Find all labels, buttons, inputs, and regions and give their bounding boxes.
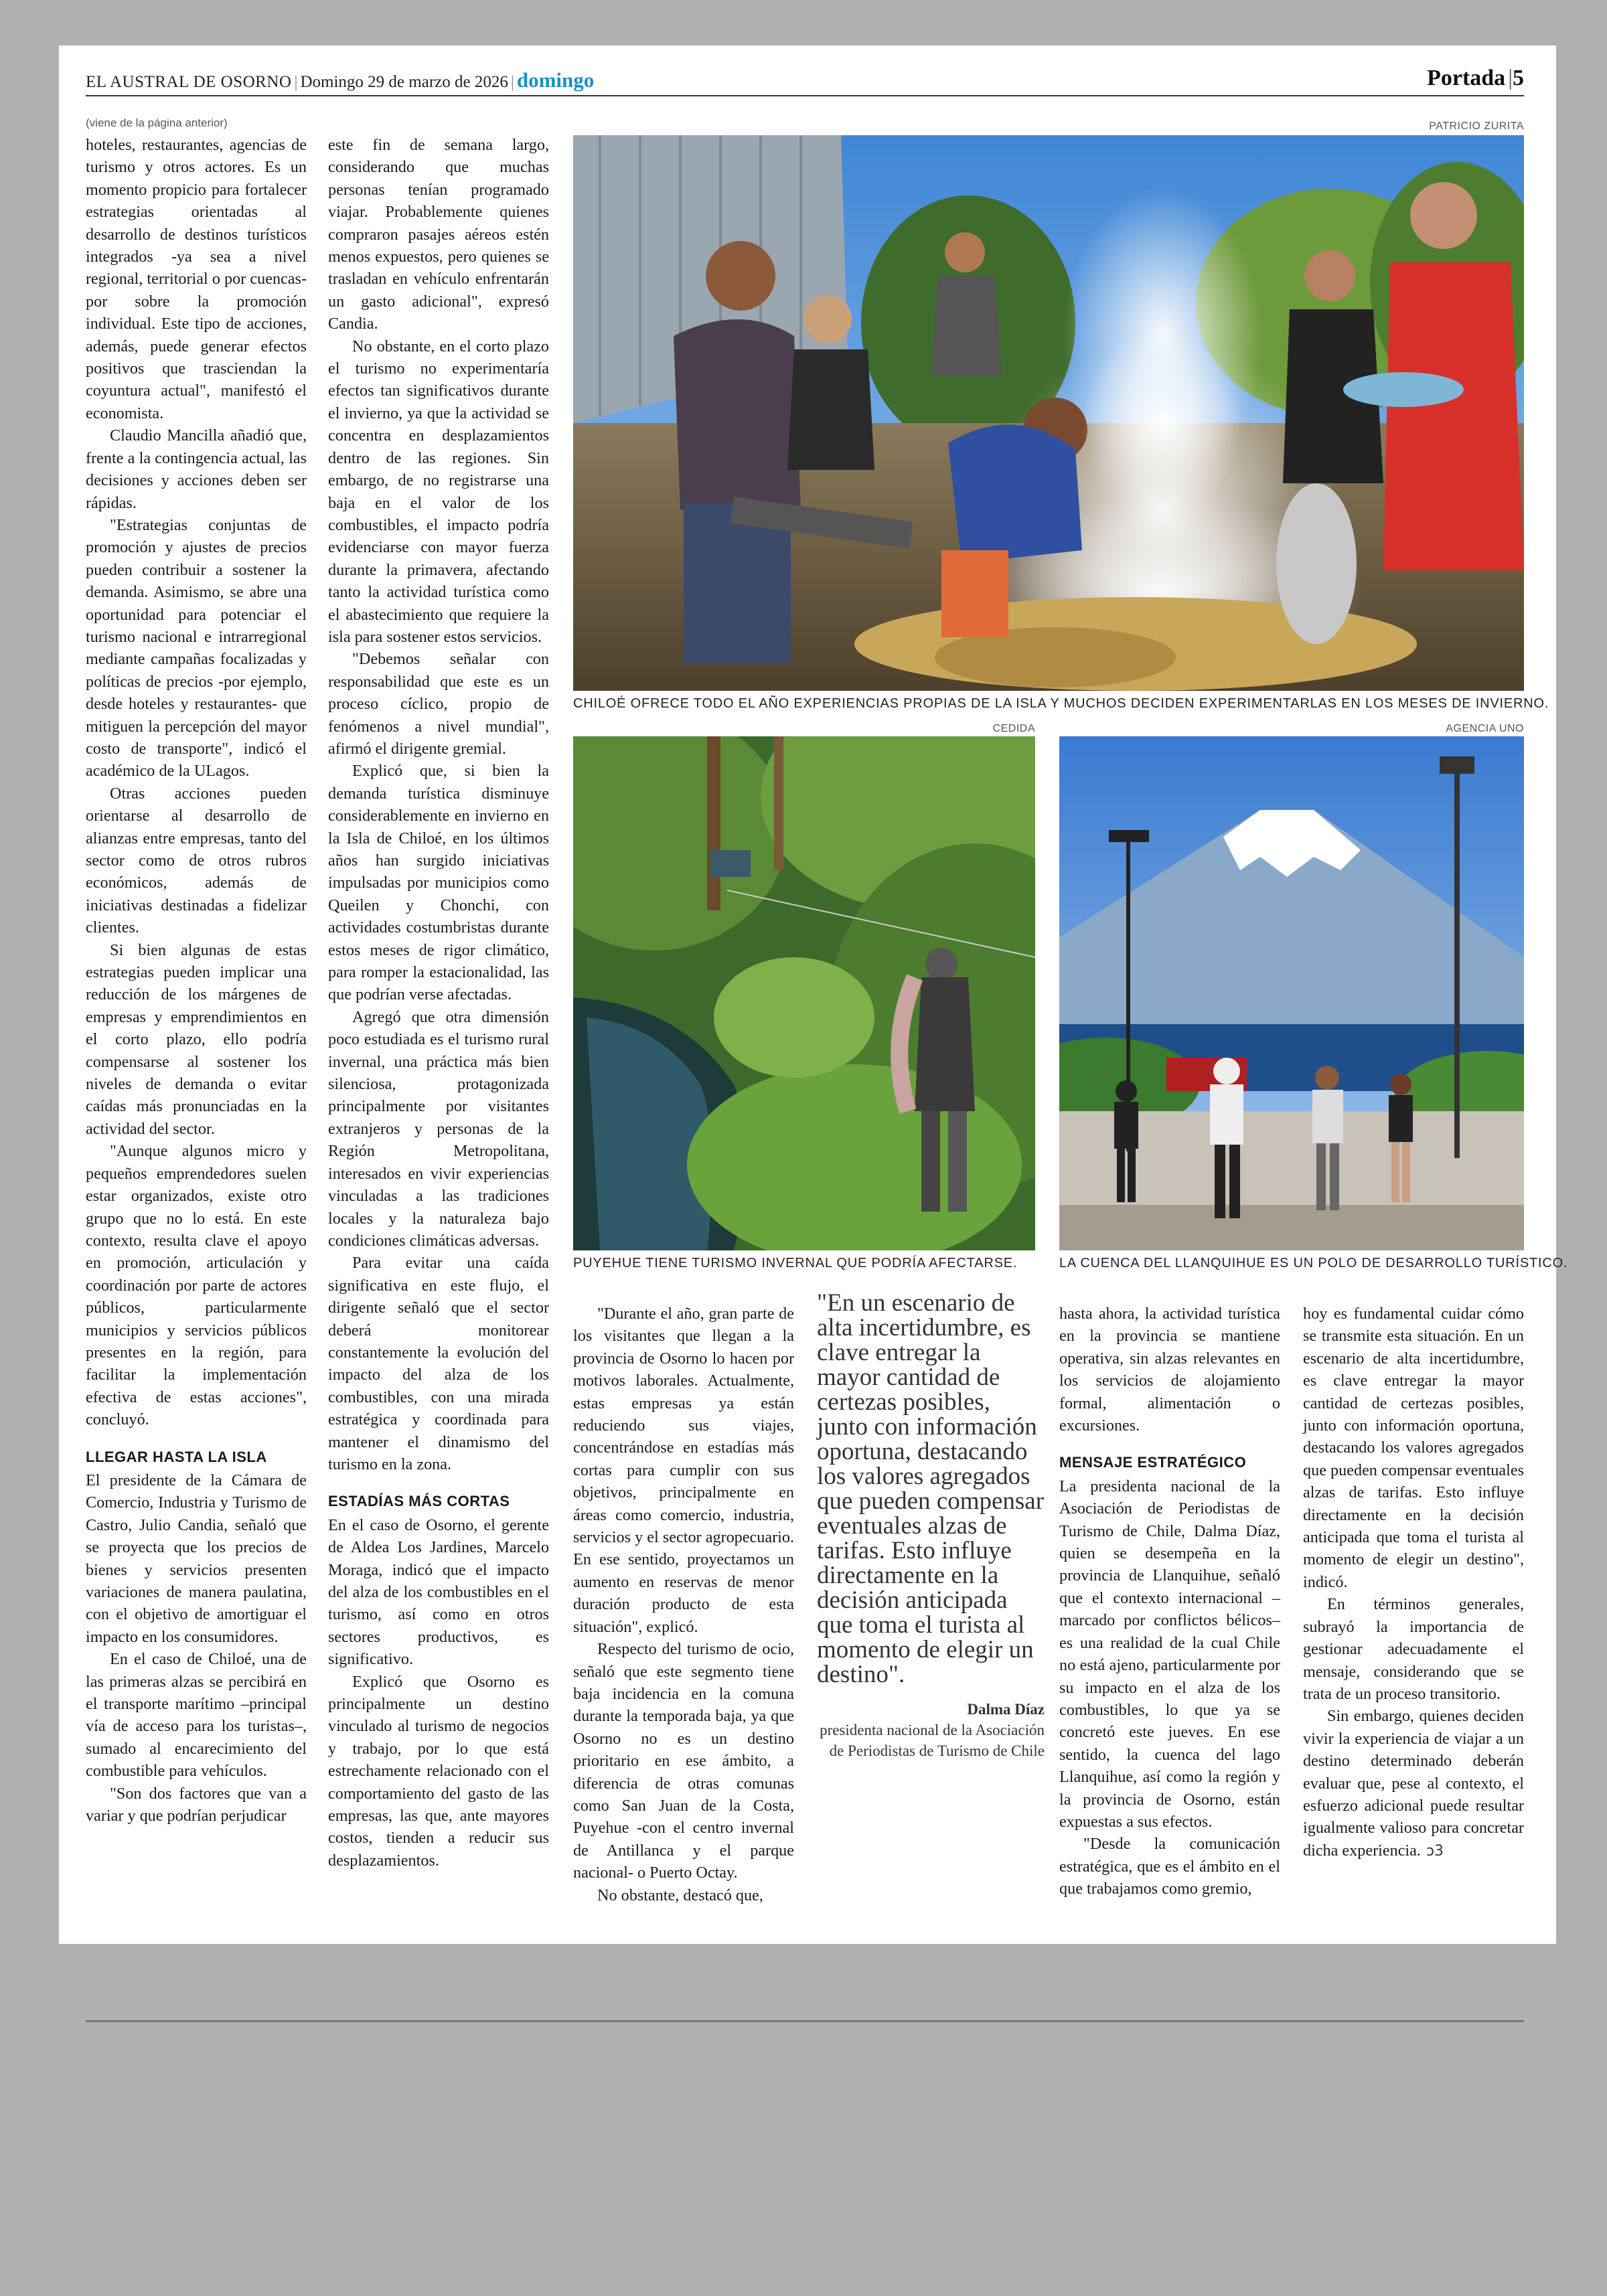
subheading-estadias-mas-cortas: ESTADÍAS MÁS CORTAS	[328, 1493, 510, 1510]
subheading-mensaje-estrategico: MENSAJE ESTRATÉGICO	[1059, 1454, 1247, 1471]
section-brand: domingo	[516, 68, 595, 92]
photo-credit-right: AGENCIA UNO	[1446, 723, 1524, 734]
article-column-4	[1059, 1303, 1280, 1900]
section-name: Portada	[1427, 66, 1506, 90]
header-left: EL AUSTRAL DE OSORNO | Domingo 29 de marzo de 2026 | domingo	[86, 68, 595, 92]
col1-paragraph: hoteles, restaurantes, agencias de turismo y otros actores. Es un momento propicio para fortalecer estrategias orientadas al desarrollo de destinos turísticos integrados -ya sea a nivel regional, territorial o por cuencas- por sobre la promoción individual. Este tipo de acciones, además, puede generar efectos positivos que trasciendan la coyuntura actual", manifestó el economista.	[86, 136, 307, 422]
col2-paragraph: No obstante, en el corto plazo el turismo no experimentaría efectos tan significativos durante el invierno, ya que la actividad se concentra en desplazamientos dentro de las regiones. Sin embargo, de no registrarse una baja en el valor de los combustibles, el impacto podría evidenciarse con mayor fuerza durante la primavera, afectando tanto la actividad turística como el abastecimiento que requiere la isla para sostener estos servicios.	[328, 337, 549, 646]
col2-paragraph: Explicó que, si bien la demanda turística disminuye considerablemente en invierno en la Isla de Chiloé, en los últimos años han surgido iniciativas impulsadas por municipios como Queilen y Chonchi, con actividades costumbristas durante estos meses de rigor climático, para romper la estacionalidad, las que podrían verse afectadas.	[328, 762, 549, 1004]
col1-paragraph: Si bien algunas de estas estrategias pueden implicar una reducción de los márgenes de empresas y emprendimientos en el corto plazo, ello podría compensarse al sostener los niveles de demanda o evitar caídas más pronunciadas en la actividad del sector.	[86, 940, 307, 1138]
col5-paragraph: hoy es fundamental cuidar cómo se transmite esta situación. En un escenario de alta incertidumbre, es clave entregar la mayor cantidad de certezas posibles, junto con información oportuna, destacando los valores agregados que pueden compensar eventuales alzas de tarifas. Esto influye directamente en la decisión anticipada que toma el turista al momento de elegir un destino", indicó.	[1303, 1305, 1524, 1591]
newspaper-page	[59, 46, 1568, 1944]
photo-credit-top: PATRICIO ZURITA	[1429, 120, 1524, 132]
col1-paragraph: "Son dos factores que van a variar y que podrían perjudicar	[86, 1784, 307, 1825]
footer-rule	[86, 2020, 1524, 2022]
col4-paragraph: La presidenta nacional de la Asociación de Periodistas de Turismo de Chile, Dalma Díaz, quien se desempeña en la provincia de Llanquihue, señaló que el contexto internacional –marcado por conflictos bélicos– es una realidad de la cual Chile no está ajeno, particularmente por su impacto en el alza de los combustibles, lo que ya se concretó este jueves. En ese sentido, la cuenca del lago Llanquihue, así como la región y la provincia de Osorno, están expuestas a sus efectos.	[1059, 1477, 1280, 1831]
caption-photo-left: PUYEHUE TIENE TURISMO INVERNAL QUE PODRÍA AFECTARSE.	[573, 1256, 1018, 1270]
col5-paragraph: Sin embargo, quienes deciden vivir la experiencia de viajar a un destino determinado deberán evaluar que, pese al contexto, el esfuerzo adicional puede resultar igualmente valioso para concretar dicha experiencia.	[1303, 1707, 1524, 1860]
col3-paragraph: Respecto del turismo de ocio, señaló que este segmento tiene baja incidencia en la comuna durante la temporada baja, ya que Osorno no es un destino prioritario en ese ámbito, a diferencia de otras comunas como San Juan de la Costa, Puyehue -con el centro invernal de Antillanca y el parque nacional- o Puerto Octay.	[573, 1640, 794, 1882]
photo-curanto-image	[573, 135, 1524, 691]
page-number: 5	[1513, 66, 1524, 90]
col3-paragraph: "Durante el año, gran parte de los visitantes que llegan a la provincia de Osorno lo hacen por motivos laborales. Actualmente, estas empresas ya están reduciendo sus viajes, concentrándose en estadías más cortas para cumplir con sus objetivos, principalmente en áreas como comercio, industria, servicios y el sector agropecuario. En ese sentido, proyectamos un aumento en reservas de menor duración producto de esta situación", explicó.	[573, 1305, 794, 1636]
article-column-2	[328, 134, 549, 1872]
quote-author-name: Dalma Díaz	[967, 1701, 1045, 1718]
col2-paragraph: "Debemos señalar con responsabilidad que este es un proceso cíclico, propio de fenómenos a nivel mundial", afirmó el dirigente gremial.	[328, 650, 549, 758]
header-date: Domingo 29 de marzo de 2026	[300, 73, 508, 91]
col1-paragraph: Otras acciones pueden orientarse al desarrollo de alianzas entre empresas, tanto del sector como de otros rubros económicos, además de iniciativas destinadas a fidelizar clientes.	[86, 784, 307, 937]
col2-paragraph: Explicó que Osorno es principalmente un destino vinculado al turismo de negocios y trabajo, por lo que está estrechamente relacionado con el comportamiento del gasto de las empresas, las que, ante mayores costos, tienden a reducir sus desplazamientos.	[328, 1672, 549, 1870]
end-of-article-icon: ↄ3	[1426, 1842, 1444, 1860]
pull-quote-attribution	[817, 1699, 1045, 1761]
subheading-llegar-hasta-la-isla: LLEGAR HASTA LA ISLA	[86, 1448, 267, 1465]
col1-paragraph: "Aunque algunos micro y pequeños emprendedores suelen estar organizados, existe otro grupo que no lo está. En este contexto, resulta clave el apoyo en promoción, articulación y coordinación por parte de actores públicos, particularmente municipios y servicios públicos presentes en la región, para facilitar la implementación efectiva de estas acciones", concluyó.	[86, 1142, 307, 1429]
quote-author-role: presidenta nacional de la Asociación de Periodistas de Turismo de Chile	[820, 1722, 1045, 1759]
caption-photo-top: CHILOÉ OFRECE TODO EL AÑO EXPERIENCIAS PROPIAS DE LA ISLA Y MUCHOS DECIDEN EXPERIMENTARLAS EN LOS MESES DE INVIERNO.	[573, 696, 1549, 711]
continued-note: (viene de la página anterior)	[86, 116, 228, 129]
article-column-3	[573, 1303, 794, 1906]
col2-paragraph: En el caso de Osorno, el gerente de Aldea Los Jardines, Marcelo Moraga, indicó que el impacto del alza de los combustibles en el turismo, así como en otros sectores productivos, es significativo.	[328, 1515, 549, 1669]
col2-paragraph: este fin de semana largo, considerando que muchas personas tenían programado viajar. Probablemente quienes compraron pasajes aéreos estén menos expuestos, pero quienes se trasladan en vehículo enfrentarán un gasto adicional", expresó Candia.	[328, 136, 549, 333]
photo-volcano-image	[1059, 736, 1524, 1250]
col1-paragraph: Claudio Mancilla añadió que, frente a la contingencia actual, las decisiones y acciones deben ser rápidas.	[86, 426, 307, 512]
article-column-1	[86, 134, 307, 1827]
col2-paragraph: Agregó que otra dimensión poco estudiada es el turismo rural invernal, una práctica más bien silenciosa, protagonizada principalmente por visitantes extranjeros y personas de la Región Metropolitana, interesados en vivir experiencias vinculadas a las tradiciones locales y la naturaleza bajo condiciones climáticas adversas.	[328, 1007, 549, 1250]
col2-paragraph: Para evitar una caída significativa en este flujo, el dirigente señaló que el sector deberá monitorear constantemente la evolución del impacto del alza de los combustibles, con una mirada estratégica y coordinada para mantener el dinamismo del turismo en la zona.	[328, 1254, 549, 1473]
col3-paragraph: No obstante, destacó que,	[597, 1886, 763, 1904]
page-header	[86, 66, 1524, 96]
photo-zipline-image	[573, 736, 1035, 1250]
header-right: Portada |5	[1427, 66, 1524, 90]
col4-paragraph: hasta ahora, la actividad turística en la provincia se mantiene operativa, sin alzas relevantes en los servicios de alojamiento formal, alimentación o excursiones.	[1059, 1305, 1280, 1435]
photo-credit-left: CEDIDA	[992, 723, 1035, 734]
photo-volcano-llanquihue	[1059, 736, 1524, 1250]
publication-name: EL AUSTRAL DE OSORNO	[86, 73, 292, 91]
col1-paragraph: En el caso de Chiloé, una de las primeras alzas se percibirá en el transporte marítimo –principal vía de acceso para los turistas–, sumado al encarecimiento del combustible para vehículos.	[86, 1650, 307, 1781]
photo-curanto-chiloe	[573, 135, 1524, 691]
col1-paragraph: El presidente de la Cámara de Comercio, Industria y Turismo de Castro, Julio Candia, señaló que se proyecta que los precios de bienes y servicios presenten variaciones de manera paulatina, con el objetivo de amortiguar el impacto en los consumidores.	[86, 1471, 307, 1646]
photo-zipline-puyehue	[573, 736, 1035, 1250]
col5-paragraph: En términos generales, subrayó la importancia de gestionar adecuadamente el mensaje, considerando que se trata de un proceso transitorio.	[1303, 1595, 1524, 1703]
col4-paragraph: "Desde la comunicación estratégica, que es el ámbito en el que trabajamos como gremio,	[1059, 1835, 1280, 1898]
pull-quote: "En un escenario de alta incertidumbre, es clave entregar la mayor cantidad de certezas posibles, junto con información oportuna, destacando los valores agregados que pueden compensar eventuales alzas de tarifas. Esto influye directamente en la decisión anticipada que toma el turista al momento de elegir un destino".	[817, 1289, 1045, 1688]
col1-paragraph: "Estrategias conjuntas de promoción y ajustes de precios pueden contribuir a sostener la demanda. Asimismo, se abre una oportunidad para potenciar el turismo nacional e intrarregional mediante campañas focalizadas y políticas de precios -por ejemplo, desde hoteles y restaurantes- que mitiguen la percepción del mayor costo de transporte", indicó el académico de la ULagos.	[86, 515, 307, 781]
article-column-5	[1303, 1303, 1524, 1862]
caption-photo-right: LA CUENCA DEL LLANQUIHUE ES UN POLO DE DESARROLLO TURÍSTICO.	[1059, 1256, 1568, 1270]
